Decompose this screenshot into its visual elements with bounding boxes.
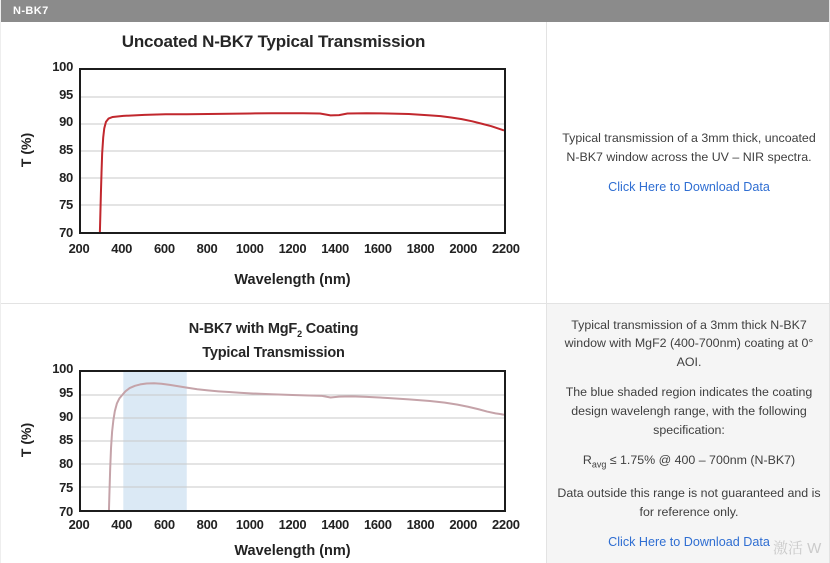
reflectance-spec-text: $R_{avg} \le 1.75\%$ @ 400 – 700nm (N-BK7)	[582, 453, 796, 470]
tick-label: 200	[68, 241, 90, 256]
tick-label: 100	[52, 59, 73, 74]
reference-only-note-text: Data outside this range is not guaranteed and is for reference only.	[557, 486, 821, 519]
chart1-title: Uncoated N-BK7 Typical Transmission	[121, 32, 426, 51]
tick-label: 400	[111, 517, 133, 532]
download-data-link-uncoated[interactable]: Click Here to Download Data	[608, 180, 770, 195]
tick-label: 600	[153, 241, 175, 256]
tick-label: 1600	[363, 241, 392, 256]
coated-description-text: Typical transmission of a 3mm thick N-BK7 window with MgF2 (400-700nm) coating at 0° AOI.	[564, 317, 814, 369]
chart1-x-ticks	[58, 241, 527, 256]
tick-label: 200	[68, 517, 90, 532]
tick-label: 1200	[278, 517, 307, 532]
tick-label: 1000	[235, 241, 264, 256]
tick-label: 1200	[278, 241, 307, 256]
chart1-y-axis-label: T (%)	[18, 132, 34, 168]
chart2-title-line2: Typical Transmission	[202, 344, 345, 361]
chart1-plot-area	[79, 68, 506, 234]
tick-label: 800	[196, 517, 218, 532]
chart1-x-axis-label: Wavelength (nm)	[234, 272, 351, 288]
tick-label: 600	[153, 517, 175, 532]
tick-label: 85	[59, 141, 73, 157]
chart2-y-axis-label: T (%)	[18, 422, 34, 458]
tick-label: 400	[111, 241, 133, 256]
tick-label: 70	[59, 503, 73, 519]
uncoated-description-panel	[547, 22, 830, 303]
download-data-link-coated[interactable]: Click Here to Download Data	[608, 535, 770, 550]
chart2-x-axis-label: Wavelength (nm)	[234, 543, 351, 559]
tick-label: 90	[59, 408, 73, 424]
tick-label: 1000	[235, 517, 264, 532]
coated-description-panel	[547, 304, 830, 563]
tick-label: 2200	[492, 517, 520, 532]
chart2-x-ticks	[58, 517, 527, 532]
tick-label: 2200	[492, 241, 520, 256]
activation-watermark-text: 激活 W	[773, 540, 822, 557]
tick-label: 95	[59, 86, 73, 102]
chart2-title-line1: N-BK7 with MgF$_2$ Coating	[188, 321, 359, 339]
tick-label: 80	[59, 456, 73, 472]
tick-label: 80	[59, 169, 73, 185]
section-title: N-BK7	[13, 5, 49, 17]
tick-label: 90	[59, 114, 73, 130]
tick-label: 1800	[406, 517, 435, 532]
tick-label: 2000	[449, 241, 478, 256]
section-header-bar	[1, 0, 830, 22]
chart2-title	[1, 320, 546, 363]
chart2-plot-area	[79, 370, 506, 512]
chart2-y-ticks	[37, 362, 73, 519]
tick-label: 95	[59, 384, 73, 400]
uncoated-description-text: Typical transmission of a 3mm thick, uncoated N-BK7 window across the UV – NIR spectra.	[562, 130, 816, 164]
tick-label: 1400	[321, 241, 349, 256]
subscript-2: 2	[297, 328, 302, 339]
tick-label: 100	[52, 361, 73, 376]
tick-label: 75	[59, 197, 73, 213]
tick-label: 75	[59, 480, 73, 496]
shaded-region-note-text: The blue shaded region indicates the coating design wavelengh range, with the following specification:	[565, 385, 813, 437]
tick-label: 85	[59, 432, 73, 448]
tick-label: 800	[196, 241, 218, 256]
tick-label: 70	[59, 224, 73, 240]
tick-label: 2000	[449, 517, 478, 532]
tick-label: 1400	[321, 517, 349, 532]
tick-label: 1600	[363, 517, 392, 532]
chart1-y-ticks	[37, 60, 73, 240]
subscript-avg: avg	[591, 459, 607, 470]
tick-label: 1800	[406, 241, 435, 256]
